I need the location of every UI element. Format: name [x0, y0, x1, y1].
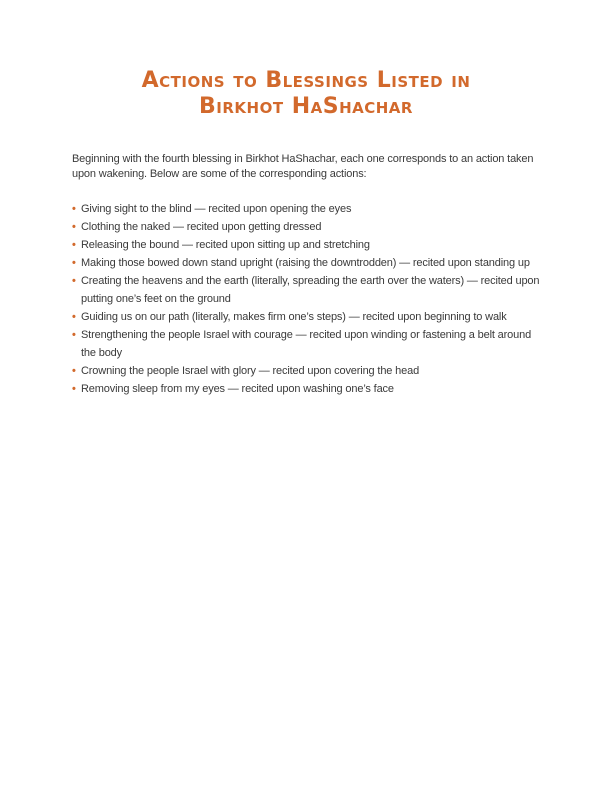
list-item	[72, 326, 542, 362]
page-title-line-1: Actions to Blessings Listed in	[141, 68, 471, 93]
list-item-text: Creating the heavens and the earth (literally, spreading the earth over the waters) — recited upon putting one’s feet on the ground	[81, 275, 540, 305]
list-item-text: Releasing the bound — recited upon sitting up and stretching	[81, 239, 370, 251]
page-title	[60, 68, 552, 120]
bullet-icon: •	[72, 239, 76, 251]
list-item	[72, 200, 542, 218]
bullet-icon: •	[72, 275, 76, 287]
list-item-text: Clothing the naked — recited upon getting dressed	[81, 221, 322, 233]
list-item	[72, 380, 542, 398]
bullet-icon: •	[72, 203, 76, 215]
list-item-text: Crowning the people Israel with glory — recited upon covering the head	[81, 365, 420, 377]
list-item	[72, 272, 542, 308]
list-item	[72, 254, 542, 272]
list-item-text: Making those bowed down stand upright (raising the downtrodden) — recited upon standing up	[81, 257, 530, 269]
intro-paragraph: Beginning with the fourth blessing in Birkhot HaShachar, each one corresponds to an action taken upon wakening. Below are some of the corresponding actions:	[72, 153, 534, 180]
list-item	[72, 308, 542, 326]
bullet-icon: •	[72, 329, 76, 341]
list-item	[72, 218, 542, 236]
list-item-text: Removing sleep from my eyes — recited upon washing one’s face	[81, 383, 394, 395]
actions-list	[72, 200, 542, 398]
list-item-text: Strengthening the people Israel with courage — recited upon winding or fastening a belt around the body	[81, 329, 532, 359]
bullet-icon: •	[72, 257, 76, 269]
bullet-icon: •	[72, 383, 76, 395]
page-title-line-2: Birkhot HaShachar	[199, 94, 413, 119]
list-item	[72, 362, 542, 380]
list-item-text: Giving sight to the blind — recited upon opening the eyes	[81, 203, 352, 215]
bullet-icon: •	[72, 221, 76, 233]
bullet-icon: •	[72, 311, 76, 323]
list-item-text: Guiding us on our path (literally, makes firm one’s steps) — recited upon beginning to walk	[81, 311, 507, 323]
list-item	[72, 236, 542, 254]
bullet-icon: •	[72, 365, 76, 377]
